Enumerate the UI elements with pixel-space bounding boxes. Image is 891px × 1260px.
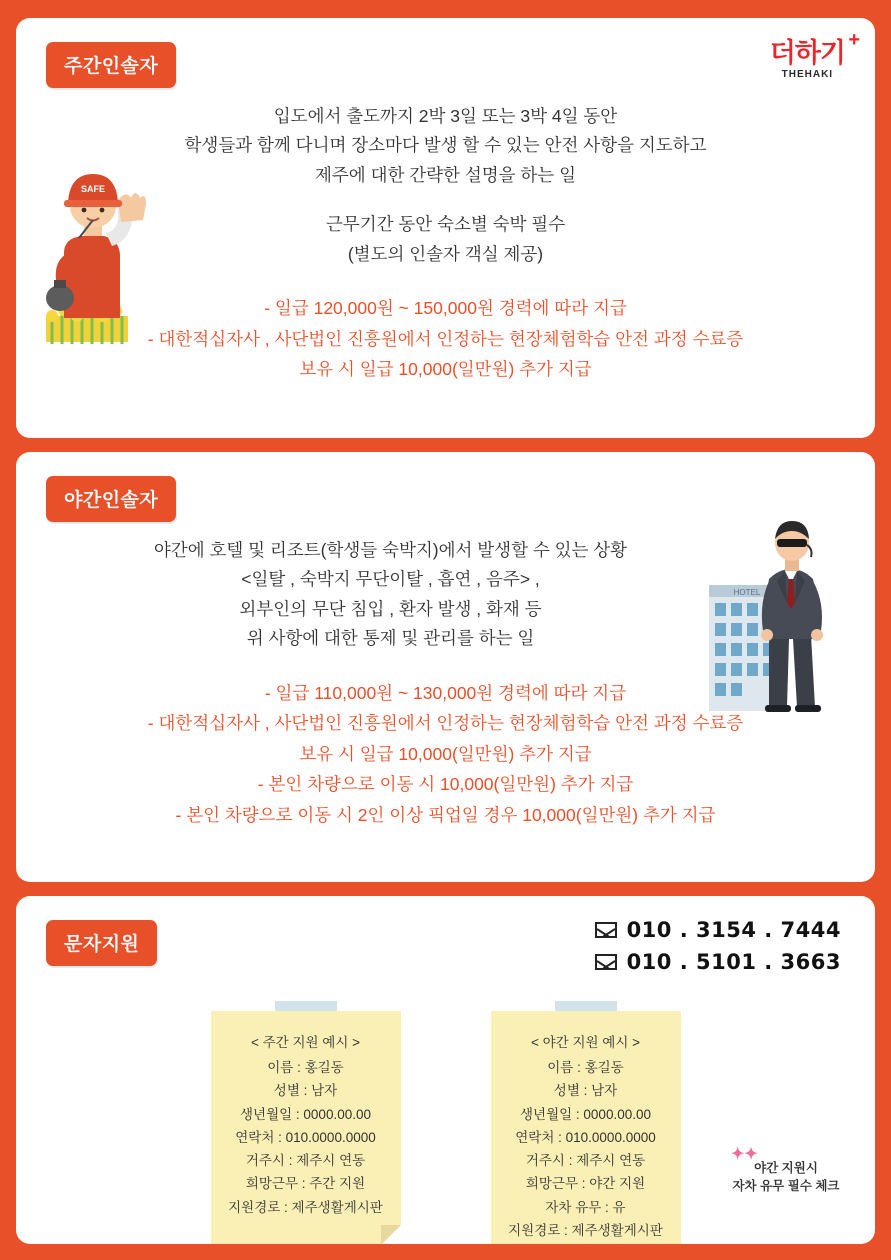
night-pay-line-3: 보유 시 일급 10,000(일만원) 추가 지급 [299,743,592,764]
note-line: 연락처 : 010.0000.0000 [515,1129,656,1145]
envelope-icon [595,922,617,938]
helmet-label: SAFE [80,184,106,194]
contact-row[interactable] [595,918,841,942]
phone-number-2[interactable]: 010 . 5101 . 3663 [626,950,841,974]
note-line: 거주시 : 제주시 연동 [245,1153,366,1169]
note-line: 거주시 : 제주시 연동 [525,1153,646,1169]
day-desc-line-2: 학생들과 함께 다니며 장소마다 발생 할 수 있는 안전 사항을 지도하고 [184,135,707,156]
stamp-line-1: 야간 지원시 [754,1160,818,1175]
safety-worker-illustration [34,158,164,348]
day-desc2-line-2: (별도의 인솔자 객실 제공) [347,243,544,264]
stamp-line-2: 자차 유무 필수 체크 [732,1179,840,1194]
note-day-example [211,1011,401,1244]
brand-mark [769,29,859,68]
note-line: 자차 유무 : 유 [545,1199,626,1215]
phone-number-1[interactable]: 010 . 3154 . 7444 [626,918,841,942]
note-wrap-night [491,1011,681,1244]
brand-subtitle: THEHAKI [781,69,834,80]
note-line: 희망근무 : 야간 지원 [525,1176,646,1192]
day-pay-line-1: - 일급 120,000원 ~ 150,000원 경력에 따라 지급 [264,297,627,318]
note-line: 지원경로 : 제주생활게시판 [228,1199,383,1215]
night-pay-line-4: - 본인 차량으로 이동 시 10,000(일만원) 추가 지급 [257,774,634,795]
day-pay-line-2: - 대한적십자사 , 사단법인 진흥원에서 인정하는 현장체험학습 안전 과정 수료증 [147,328,744,349]
night-guard-svg [707,507,857,712]
night-desc-line-2: <일탈 , 숙박지 무단이탈 , 흡연 , 음주> , [241,569,540,590]
note-line: 이름 : 홍길동 [547,1060,624,1076]
example-notes [16,1011,875,1244]
night-pay-line-1: - 일급 110,000원 ~ 130,000원 경력에 따라 지급 [264,682,627,703]
note-title: < 야간 지원 예시 > [530,1035,641,1050]
night-desc-line-1: 야간에 호텔 및 리조트(학생들 숙박지)에서 발생할 수 있는 상황 [153,540,628,560]
brand-mark-text: 더하기 [769,38,845,68]
note-line: 성별 : 남자 [273,1083,338,1099]
night-guard-illustration [707,507,857,712]
note-corner-fold [381,1225,401,1244]
day-desc-line-1: 입도에서 출도까지 2박 3일 또는 3박 4일 동안 [273,106,618,126]
brand-plus-icon: + [848,29,859,51]
note-line: 희망근무 : 주간 지원 [245,1176,366,1192]
section-day-guide [16,18,875,438]
night-check-stamp [721,1145,851,1197]
note-line: 생년월일 : 0000.00.00 [240,1106,371,1122]
safety-worker-svg [34,158,164,348]
hotel-sign: HOTEL [733,588,761,597]
note-night-example [491,1011,681,1244]
note-line: 지원경로 : 제주생활게시판 [508,1222,663,1238]
contact-phone-list [595,918,841,982]
night-desc-line-3: 외부인의 무단 침입 , 환자 발생 , 화재 등 [239,598,542,619]
note-line: 성별 : 남자 [553,1083,618,1099]
section-tag-apply: 문자지원 [46,920,157,966]
section-tag-night: 야간인솔자 [46,476,176,522]
note-wrap-day [211,1011,401,1244]
day-desc2-line-1: 근무기간 동안 숙소별 숙박 필수 [325,214,566,235]
note-line: 연락처 : 010.0000.0000 [235,1129,376,1145]
night-desc-line-4: 위 사항에 대한 통제 및 관리를 하는 일 [246,628,535,649]
day-desc-line-3: 제주에 대한 간략한 설명을 하는 일 [315,164,576,185]
section-apply [16,896,875,1244]
night-pay-line-5: - 본인 차량으로 이동 시 2인 이상 픽업일 경우 10,000(일만원) 추가 지급 [175,805,716,826]
sparkle-icon: ✦✦ [731,1145,758,1163]
brand-logo [769,29,859,80]
note-line: 생년월일 : 0000.00.00 [520,1106,651,1122]
note-line: 이름 : 홍길동 [267,1060,344,1076]
section-night-guide [16,452,875,882]
envelope-icon [595,954,617,970]
day-pay-line-3: 보유 시 일급 10,000(일만원) 추가 지급 [299,359,592,380]
contact-row[interactable] [595,950,841,974]
night-pay-line-2: - 대한적십자사 , 사단법인 진흥원에서 인정하는 현장체험학습 안전 과정 수료증 [147,713,744,734]
section-tag-day: 주간인솔자 [46,42,176,88]
note-title: < 주간 지원 예시 > [250,1035,361,1050]
